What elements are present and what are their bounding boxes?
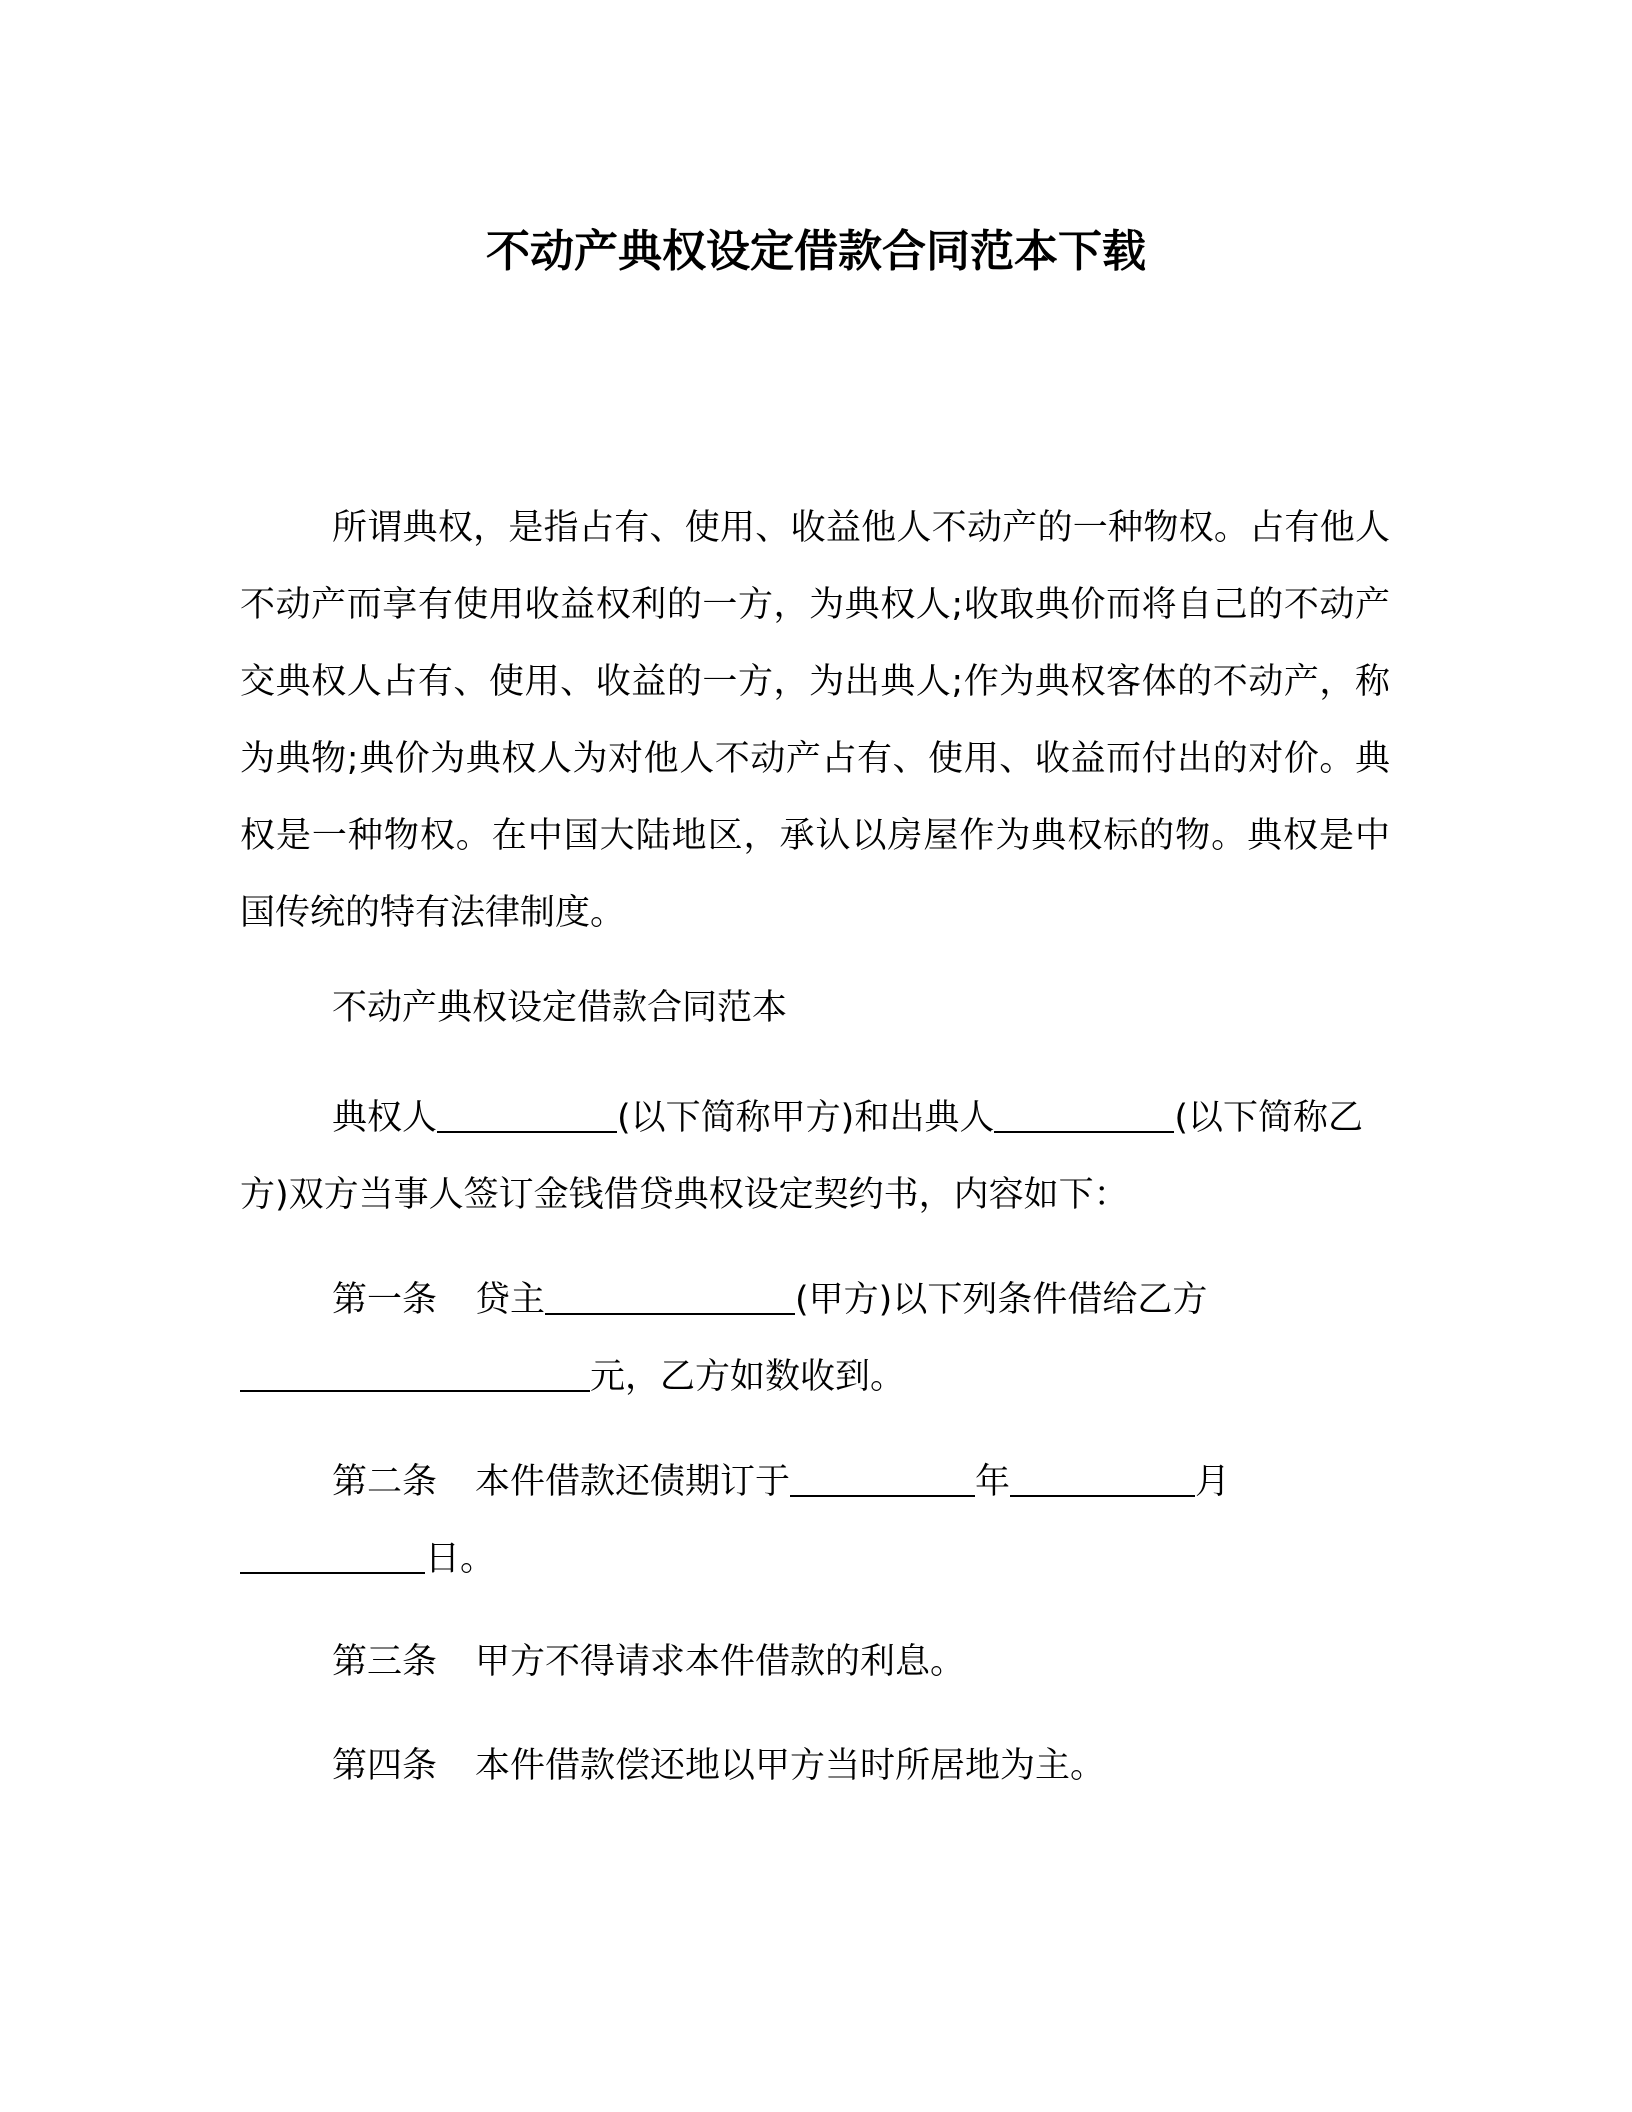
- article-text: 日。: [425, 1539, 496, 1579]
- month-blank[interactable]: [1010, 1460, 1195, 1497]
- pawnee-name-blank[interactable]: [437, 1096, 617, 1133]
- article-text: 年: [975, 1462, 1011, 1502]
- article-number: 第四条: [332, 1746, 438, 1786]
- year-blank[interactable]: [790, 1460, 975, 1497]
- article-text: 本件借款还债期订于: [475, 1462, 791, 1502]
- article-3: [240, 1624, 1390, 1701]
- contract-subtitle: 不动产典权设定借款合同范本: [332, 988, 788, 1028]
- article-text: 贷主: [475, 1280, 546, 1320]
- article-number: 第三条: [332, 1642, 438, 1682]
- article-text: 本件借款偿还地以甲方当时所居地为主。: [475, 1746, 1106, 1786]
- parties-paragraph: [240, 1080, 1390, 1234]
- document-title: 不动产典权设定借款合同范本下载: [486, 226, 1146, 277]
- loan-amount-blank[interactable]: [240, 1355, 590, 1392]
- article-1: [240, 1262, 1390, 1416]
- pawnor-name-blank[interactable]: [994, 1096, 1174, 1133]
- intro-paragraph: 所谓典权，是指占有、使用、收益他人不动产的一种物权。占有他人不动产而享有使用收益权利的一方，为典权人;收取典价而将自己的不动产交典权人占有、使用、收益的一方，为出典人;作为典权客体的不动产，称为典物;典价为典权人为对他人不动产占有、使用、收益而付出的对价。典权是一种物权。在中国大陆地区，承认以房屋作为典权标的物。典权是中国传统的特有法律制度。: [240, 508, 1390, 933]
- article-text: (甲方)以下列条件借给乙方: [795, 1280, 1208, 1320]
- parties-text-2: (以下简称甲方)和出典人: [617, 1098, 995, 1138]
- lender-name-blank[interactable]: [545, 1278, 795, 1315]
- article-2: [240, 1444, 1390, 1598]
- article-4: [240, 1728, 1390, 1805]
- article-number: 第一条: [332, 1280, 438, 1320]
- article-text: 甲方不得请求本件借款的利息。: [475, 1642, 966, 1682]
- parties-text-3: (以下简称乙方)双方当事人签订金钱借贷典权设定契约书，内容如下：: [240, 1098, 1363, 1215]
- article-text: 月: [1195, 1462, 1231, 1502]
- article-text: 元，乙方如数收到。: [590, 1357, 906, 1397]
- day-blank[interactable]: [240, 1537, 425, 1574]
- article-number: 第二条: [332, 1462, 438, 1502]
- parties-text-1: 典权人: [332, 1098, 438, 1138]
